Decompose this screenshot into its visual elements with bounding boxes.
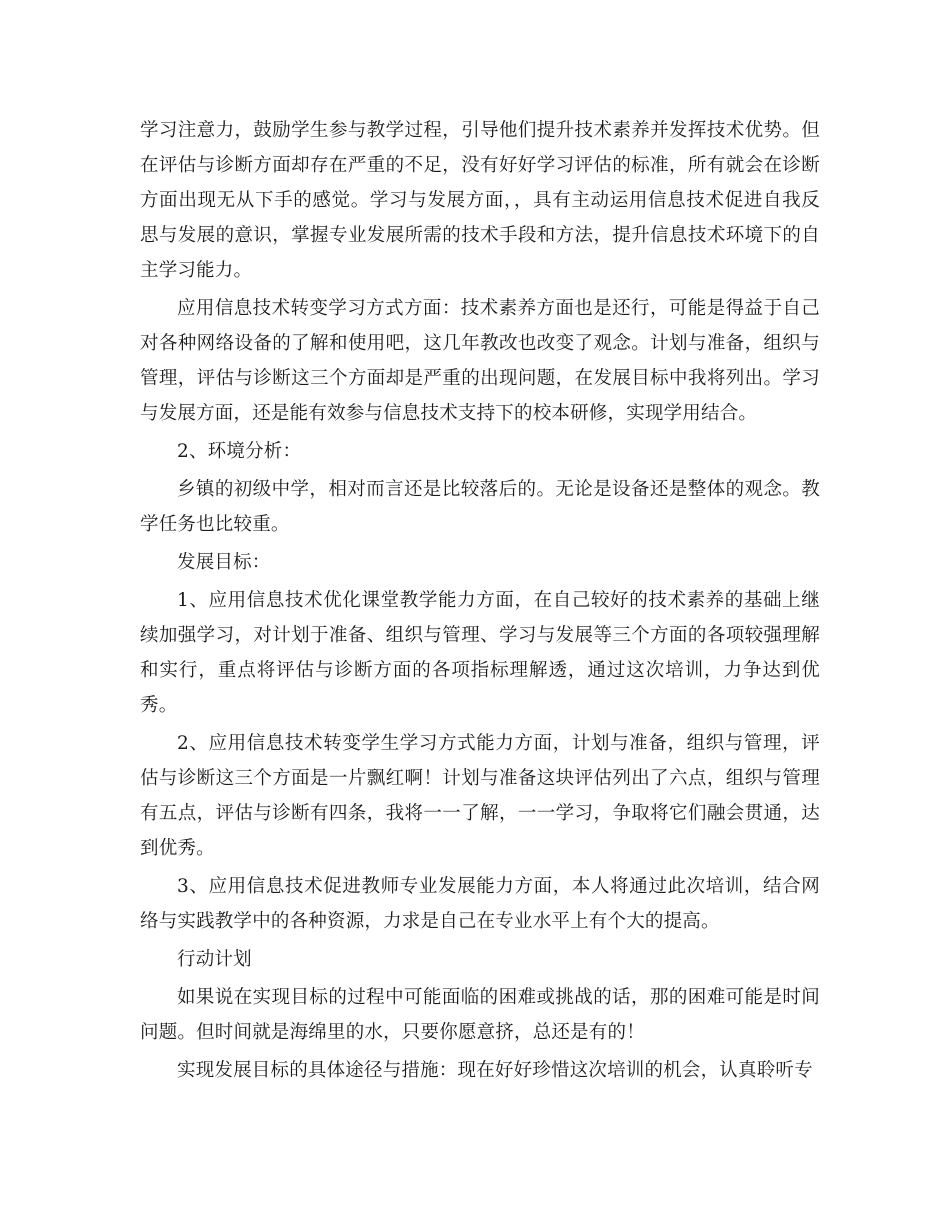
document-body bbox=[140, 113, 820, 1091]
paragraph-goal-3: 3、应用信息技术促进教师专业发展能力方面，本人将通过此次培训，结合网络与实践教学中的各种资源，力求是自己在专业水平上有个大的提高。 bbox=[140, 876, 820, 932]
section-heading-goals: 发展目标： bbox=[177, 552, 271, 573]
paragraph-goal-2: 2、应用信息技术转变学生学习方式能力方面，计划与准备，组织与管理，评估与诊断这三个方面是一片飘红啊！计划与准备这块评估列出了六点，组织与管理有五点，评估与诊断有四条，我将一一了解，一一学习，争取将它们融会贯通，达到优秀。 bbox=[140, 733, 820, 859]
paragraph-goal-1: 1、应用信息技术优化课堂教学能力方面，在自己较好的技术素养的基础上继续加强学习，对计划于准备、组织与管理、学习与发展等三个方面的各项较强理解和实行，重点将评估与诊断方面的各项指标理解透，通过这次培训，力争达到优秀。 bbox=[140, 590, 820, 716]
paragraph-environment: 乡镇的初级中学，相对而言还是比较落后的。无论是设备还是整体的观念。教学任务也比较重。 bbox=[140, 479, 820, 535]
section-heading-environment: 2、环境分析： bbox=[177, 441, 302, 462]
paragraph-measures: 实现发展目标的具体途径与措施：现在好好珍惜这次培训的机会，认真聆听专 bbox=[177, 1060, 813, 1081]
section-heading-action-plan: 行动计划 bbox=[177, 949, 252, 970]
paragraph-challenges: 如果说在实现目标的过程中可能面临的困难或挑战的话，那的困难可能是时间问题。但时间就是海绵里的水，只要你愿意挤，总还是有的！ bbox=[140, 987, 820, 1043]
paragraph-continuation: 学习注意力，鼓励学生参与教学过程，引导他们提升技术素养并发挥技术优势。但在评估与诊断方面却存在严重的不足，没有好好学习评估的标准，所有就会在诊断方面出现无从下手的感觉。学习与发展方面，，具有主动运用信息技术促进自我反思与发展的意识，掌握专业发展所需的技术手段和方法，提升信息技术环境下的自主学习能力。 bbox=[140, 120, 820, 281]
paragraph-learning-methods: 应用信息技术转变学习方式方面：技术素养方面也是还行，可能是得益于自己对各种网络设备的了解和使用吧，这几年教改也改变了观念。计划与准备，组织与管理，评估与诊断这三个方面却是严重的出现问题，在发展目标中我将列出。学习与发展方面，还是能有效参与信息技术支持下的校本研修，实现学用结合。 bbox=[140, 298, 820, 424]
